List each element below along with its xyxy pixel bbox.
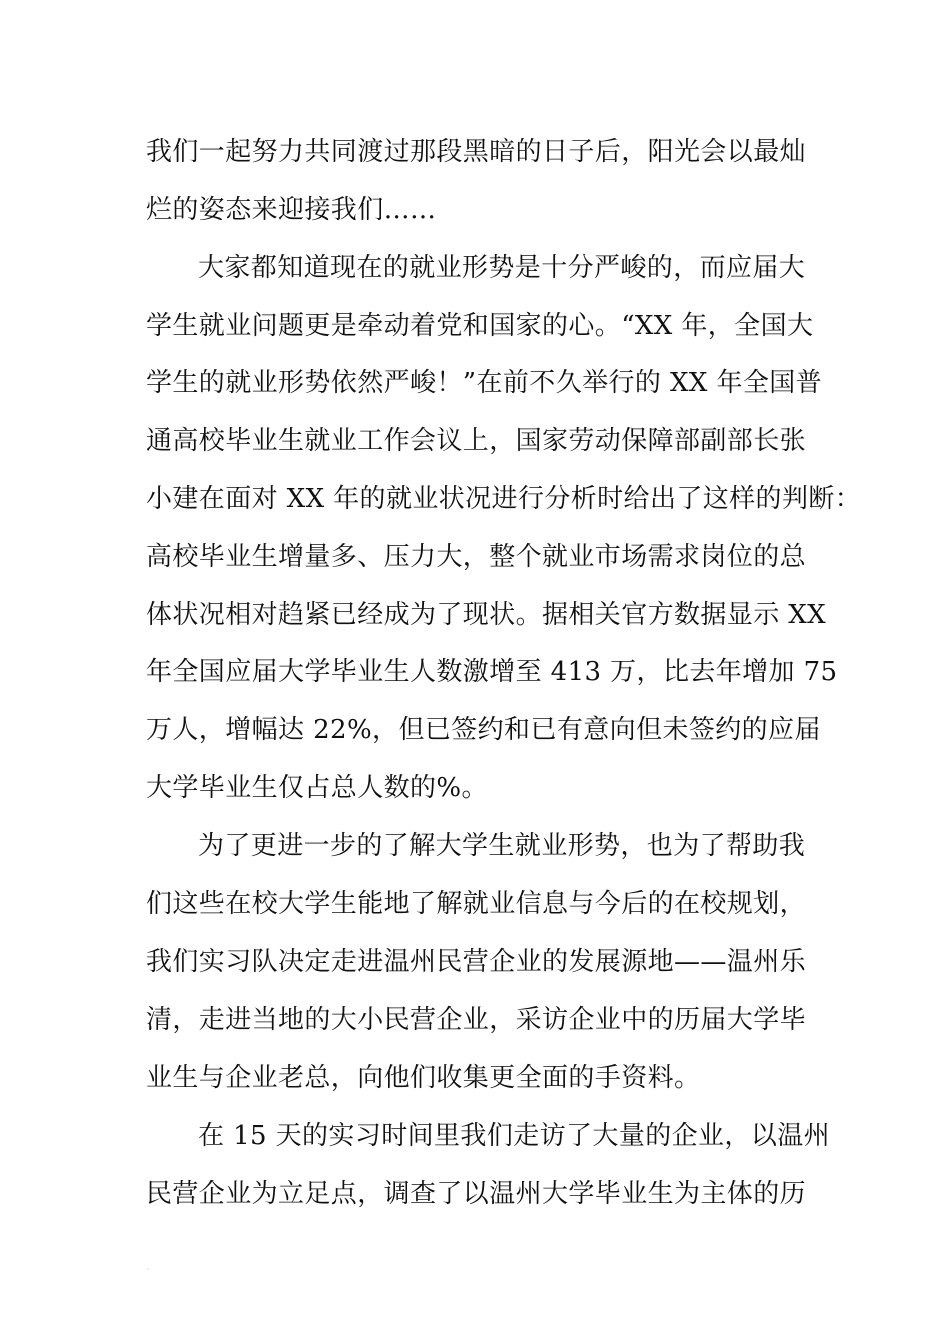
text-line: 通高校毕业生就业工作会议上，国家劳动保障部副部长张 [146,426,807,456]
text-line: 清，走进当地的大小民营企业，采访企业中的历届大学毕 [146,1005,807,1035]
text-line: 学生的就业形势依然严峻！”在前不久举行的 XX 年全国普 [146,368,823,398]
paragraph-first-line: 大家都知道现在的就业形势是十分严峻的，而应届大 [198,253,806,283]
text-line: 烂的姿态来迎接我们…… [146,195,437,225]
text-line: 体状况相对趋紧已经成为了现状。据相关官方数据显示 XX [146,600,827,630]
text-line: 年全国应届大学毕业生人数激增至 413 万，比去年增加 75 [146,657,838,687]
text-line: 大学毕业生仅占总人数的%。 [146,773,488,803]
text-line: 万人，增幅达 22%，但已签约和已有意向但未签约的应届 [146,715,821,745]
paragraph-first-line: 为了更进一步的了解大学生就业形势，也为了帮助我 [198,831,806,861]
scan-speck [147,1268,149,1270]
paragraph-first-line: 在 15 天的实习时间里我们走访了大量的企业，以温州 [198,1121,831,1151]
text-line: 小建在面对 XX 年的就业状况进行分析时给出了这样的判断： [146,484,862,514]
text-line: 高校毕业生增量多、压力大，整个就业市场需求岗位的总 [146,542,807,572]
text-line: 们这些在校大学生能地了解就业信息与今后的在校规划， [146,889,807,919]
text-line: 业生与企业老总，向他们收集更全面的手资料。 [146,1063,701,1093]
text-line: 我们一起努力共同渡过那段黑暗的日子后，阳光会以最灿 [146,137,807,167]
text-line: 学生就业问题更是牵动着党和国家的心。“XX 年，全国大 [146,311,814,341]
text-line: 我们实习队决定走进温州民营企业的发展源地——温州乐 [146,947,807,977]
text-line: 民营企业为立足点，调查了以温州大学毕业生为主体的历 [146,1179,807,1209]
